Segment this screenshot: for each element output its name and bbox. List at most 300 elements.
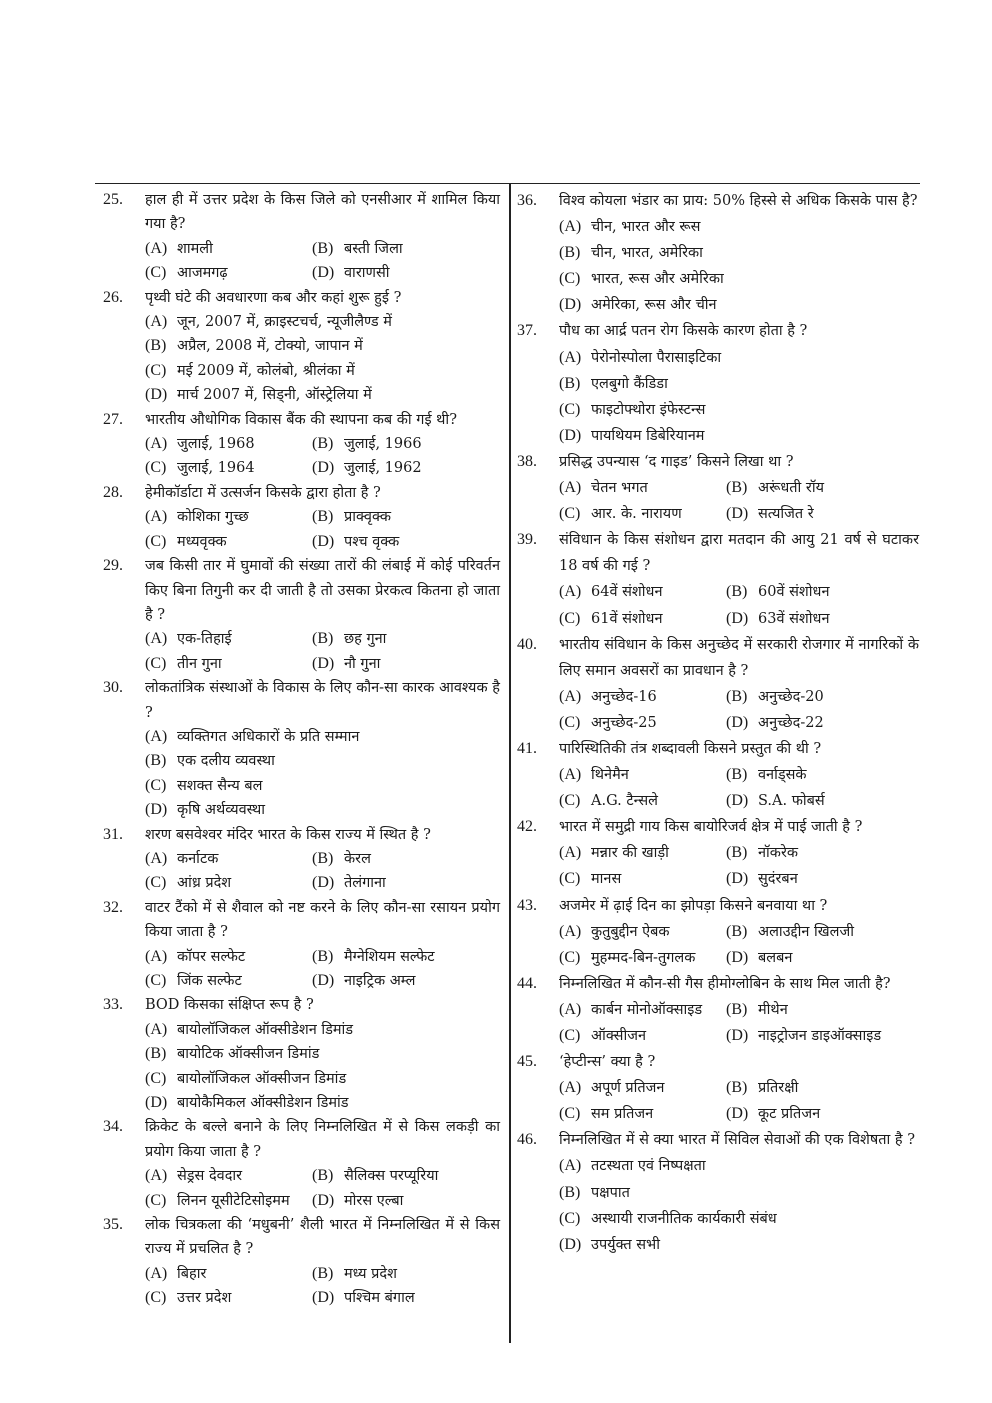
option xyxy=(559,866,726,892)
option-label: (D) xyxy=(145,801,168,819)
option-text: सम प्रतिजन xyxy=(591,1106,654,1123)
option-text: मध्य प्रदेश xyxy=(344,1265,397,1282)
option-label: (A) xyxy=(145,727,168,745)
option-text: कार्बन मोनोऑक्साइड xyxy=(591,1001,703,1018)
option-label: (A) xyxy=(145,508,168,526)
option-label: (D) xyxy=(312,1191,335,1209)
question-text: भारत में समुद्री गाय किस बायोरिजर्व क्षेत्र में पाई जाती है ? xyxy=(559,819,863,836)
top-rule xyxy=(95,183,920,184)
question-number: 29. xyxy=(103,557,123,575)
option xyxy=(312,969,500,993)
option-text: बायोटिक ऑक्सीजन डिमांड xyxy=(177,1046,320,1063)
question-number: 28. xyxy=(103,483,123,501)
option-text: अनुच्छेद-25 xyxy=(591,714,657,731)
question-text: प्रसिद्ध उपन्यास ‘द गाइड’ किसने लिखा था ? xyxy=(559,453,794,470)
option-text: सत्यजित रे xyxy=(758,506,814,523)
option-label: (D) xyxy=(726,713,749,731)
options xyxy=(145,627,500,676)
option xyxy=(145,1091,500,1115)
option-label: (A) xyxy=(145,1167,168,1185)
option-text: अरूंधती रॉय xyxy=(758,480,824,497)
options xyxy=(559,1153,919,1257)
options xyxy=(559,919,919,971)
option xyxy=(559,762,726,788)
option xyxy=(145,652,312,676)
option-text: जिंक सल्फेट xyxy=(177,973,242,989)
question-number: 31. xyxy=(103,825,123,843)
question-text: क्रिकेट के बल्ले बनाने के लिए निम्नलिखित में से किस लकड़ी का प्रयोग किया जाता है ? xyxy=(145,1119,500,1160)
question xyxy=(100,408,500,481)
question-number: 27. xyxy=(103,410,123,428)
question-text: शरण बसवेश्वर मंदिर भारत के किस राज्य में स्थित है ? xyxy=(145,826,431,843)
option-label: (B) xyxy=(312,849,334,867)
option-label: (D) xyxy=(726,948,749,966)
option-label: (D) xyxy=(726,1105,749,1123)
option-label: (D) xyxy=(726,505,749,523)
option-text: अनुच्छेद-16 xyxy=(591,688,657,705)
option xyxy=(145,359,500,383)
option xyxy=(559,840,726,866)
option xyxy=(559,710,726,736)
option xyxy=(312,1262,500,1286)
option-text: जून, 2007 में, क्राइस्टचर्च, न्यूजीलैण्ड में xyxy=(177,314,392,331)
question xyxy=(100,1115,500,1213)
option-label: (C) xyxy=(559,792,581,810)
option xyxy=(312,847,500,871)
option-label: (D) xyxy=(145,1094,168,1112)
option xyxy=(726,501,919,527)
option xyxy=(312,1286,500,1310)
question xyxy=(514,1049,919,1127)
options xyxy=(145,432,500,481)
option-text: पश्चिम बंगाल xyxy=(344,1290,415,1307)
option-label: (C) xyxy=(559,505,581,523)
option-label: (C) xyxy=(559,1105,581,1123)
question-text: हेमीकॉर्डाटा में उत्सर्जन किसके द्वारा होता है ? xyxy=(145,484,381,501)
question-text: हाल ही में उत्तर प्रदेश के किस जिले को एनसीआर में शामिल किया गया है? xyxy=(145,192,500,233)
option-label: (A) xyxy=(145,630,168,648)
option-label: (D) xyxy=(312,654,335,672)
option xyxy=(559,788,726,814)
option xyxy=(726,1075,919,1101)
question-text: निम्नलिखित में से क्या भारत में सिविल सेवाओं की एक विशेषता है ? xyxy=(559,1132,915,1149)
option-text: बायोलॉजिकल ऑक्सीडेशन डिमांड xyxy=(177,1021,354,1038)
options xyxy=(559,684,919,736)
option xyxy=(559,266,919,292)
option-label: (B) xyxy=(145,1045,167,1063)
option xyxy=(559,1101,726,1127)
option-label: (C) xyxy=(559,870,581,888)
right-column xyxy=(514,188,919,1258)
option-label: (A) xyxy=(145,1020,168,1038)
option-text: छह गुना xyxy=(344,631,387,648)
options xyxy=(559,997,919,1049)
left-column xyxy=(100,188,500,1311)
option-text: बायोलॉजिकल ऑक्सीजन डिमांड xyxy=(177,1070,347,1087)
option-label: (B) xyxy=(726,1079,748,1097)
question-text: पृथ्वी घंटे की अवधारणा कब और कहां शुरू हुई ? xyxy=(145,289,402,306)
option xyxy=(145,725,500,749)
option xyxy=(145,1164,312,1188)
option-text: अप्रैल, 2008 में, टोक्यो, जापान में xyxy=(177,338,363,355)
option-text: कोशिका गुच्छ xyxy=(177,509,249,526)
option-label: (A) xyxy=(559,218,582,236)
option-label: (D) xyxy=(312,532,335,550)
option xyxy=(726,997,919,1023)
option-label: (A) xyxy=(145,947,168,965)
option xyxy=(559,945,726,971)
option-text: मन्नार की खाड़ी xyxy=(591,845,669,862)
option xyxy=(726,788,919,814)
option-label: (D) xyxy=(312,1289,335,1307)
option-label: (B) xyxy=(312,239,334,257)
question-number: 39. xyxy=(517,531,537,549)
option xyxy=(312,432,500,456)
option-text: अस्थायी राजनीतिक कार्यकारी संबंध xyxy=(591,1210,777,1227)
option xyxy=(726,606,919,632)
option-text: एक-तिहाई xyxy=(177,631,232,648)
option-text: एक दलीय व्यवस्था xyxy=(177,753,275,770)
option-label: (A) xyxy=(145,849,168,867)
option xyxy=(559,1075,726,1101)
option-text: सशक्त सैन्य बल xyxy=(177,777,263,794)
option-text: तटस्थता एवं निष्पक्षता xyxy=(591,1158,706,1175)
option-label: (C) xyxy=(559,713,581,731)
option-text: नौ गुना xyxy=(344,655,381,672)
option-label: (D) xyxy=(312,874,335,892)
option-label: (A) xyxy=(559,479,582,497)
option-text: पश्च वृक्क xyxy=(344,533,400,550)
question-number: 41. xyxy=(517,739,537,757)
option-text: आंध्र प्रदेश xyxy=(177,875,232,892)
options xyxy=(559,579,919,631)
option-label: (C) xyxy=(145,361,167,379)
option xyxy=(312,627,500,651)
option xyxy=(145,1042,500,1066)
option-label: (B) xyxy=(726,687,748,705)
option-label: (D) xyxy=(312,972,335,989)
option-text: पेरोनोस्पोला पैरासाइटिका xyxy=(591,349,722,366)
options xyxy=(559,214,919,318)
question-text: पारिस्थितिकी तंत्र शब्दावली किसने प्रस्तुत की थी ? xyxy=(559,740,822,757)
option xyxy=(312,871,500,895)
option-text: ऑक्सीजन xyxy=(591,1028,647,1044)
question-number: 25. xyxy=(103,191,123,208)
option-text: अमेरिका, रूस और चीन xyxy=(591,297,717,314)
option-label: (B) xyxy=(312,435,334,453)
option-text: मई 2009 में, कोलंबो, श्रीलंका में xyxy=(177,362,355,379)
option-text: अलाउद्दीन खिलजी xyxy=(758,923,855,940)
question xyxy=(100,823,500,896)
question-number: 26. xyxy=(103,288,123,306)
option-label: (C) xyxy=(145,776,167,794)
option-label: (C) xyxy=(145,1191,167,1209)
option xyxy=(145,1067,500,1091)
option-text: पायथियम डिबेरियानम xyxy=(591,427,705,444)
option xyxy=(312,237,500,261)
option xyxy=(726,684,919,710)
option-label: (B) xyxy=(145,752,167,770)
option xyxy=(559,579,726,605)
options xyxy=(145,1018,500,1116)
options xyxy=(145,725,500,823)
option-label: (B) xyxy=(145,337,167,355)
question xyxy=(100,286,500,408)
option-label: (C) xyxy=(145,874,167,892)
option xyxy=(145,847,312,871)
option-text: नाइट्रोजन डाइऑक्साइड xyxy=(758,1028,882,1044)
option-label: (A) xyxy=(559,844,582,862)
option-text: फाइटोफ्थोरा इंफेस्टन्स xyxy=(591,401,706,418)
option-text: आर. के. नारायण xyxy=(591,506,682,523)
option-label: (A) xyxy=(145,239,168,257)
question xyxy=(514,188,919,318)
question-text: निम्नलिखित में कौन-सी गैस हीमोग्लोबिन के साथ मिल जाती है? xyxy=(559,975,891,992)
question xyxy=(514,1127,919,1257)
option xyxy=(145,798,500,822)
option-label: (D) xyxy=(145,386,168,404)
option xyxy=(726,840,919,866)
option-label: (B) xyxy=(726,479,748,497)
question-text: विश्व कोयला भंडार का प्राय: 50% हिस्से से अधिक किसके पास है? xyxy=(559,193,918,209)
options xyxy=(145,847,500,896)
option-label: (A) xyxy=(559,922,582,940)
question-text: ‘हेप्टीन्स’ क्या है ? xyxy=(559,1054,656,1071)
option xyxy=(726,919,919,945)
option xyxy=(312,261,500,285)
question-number: 46. xyxy=(517,1131,537,1149)
option xyxy=(145,969,312,993)
option-label: (A) xyxy=(145,1264,168,1282)
question-text: BOD किसका संक्षिप्त रूप है ? xyxy=(145,997,314,1014)
option-text: कॉपर सल्फेट xyxy=(177,948,246,965)
option xyxy=(559,1232,919,1258)
option xyxy=(312,1164,500,1188)
option xyxy=(145,1189,312,1213)
option xyxy=(145,261,312,285)
option xyxy=(559,1206,919,1232)
option-label: (D) xyxy=(312,264,335,282)
option-text: नॉकरेक xyxy=(758,845,799,862)
option xyxy=(145,945,312,969)
option-label: (B) xyxy=(726,844,748,862)
question-number: 40. xyxy=(517,635,537,653)
option xyxy=(726,579,919,605)
question xyxy=(514,449,919,527)
option-text: भारत, रूस और अमेरिका xyxy=(591,271,724,288)
option-text: मैग्नेशियम सल्फेट xyxy=(344,948,435,965)
option xyxy=(726,762,919,788)
option-text: व्यक्तिगत अधिकारों के प्रति सम्मान xyxy=(177,728,360,745)
option-text: बस्ती जिला xyxy=(344,240,403,257)
option xyxy=(145,1286,312,1310)
option xyxy=(145,1262,312,1286)
option xyxy=(145,432,312,456)
question-text: अजमेर में ढ़ाई दिन का झोपड़ा किसने बनवाया था ? xyxy=(559,897,828,914)
question xyxy=(100,481,500,554)
question-text: भारतीय संविधान के किस अनुच्छेद में सरकारी रोजगार में नागरिकों के लिए समान अवसरों का प्रावधान है ? xyxy=(559,636,919,679)
option-text: केरल xyxy=(344,850,371,867)
option-text: वर्नाड्सके xyxy=(758,767,807,784)
option-text: जुलाई, 1964 xyxy=(177,460,255,477)
option xyxy=(145,749,500,773)
option-text: मार्च 2007 में, सिड्नी, ऑस्ट्रेलिया में xyxy=(177,387,372,404)
question-text: वाटर टैंको में से शैवाल को नष्ट करने के लिए कौन-सा रसायन प्रयोग किया जाता है ? xyxy=(145,899,500,941)
question xyxy=(514,527,919,631)
option-text: मीथेन xyxy=(758,1001,788,1018)
option-text: जुलाई, 1962 xyxy=(344,460,422,477)
option xyxy=(145,334,500,358)
option xyxy=(145,505,312,529)
question-number: 35. xyxy=(103,1216,123,1234)
option-text: सेड्रस देवदार xyxy=(177,1168,243,1185)
option-text: सैलिक्स परप्यूरिया xyxy=(344,1168,439,1185)
question-number: 38. xyxy=(517,452,537,470)
question xyxy=(514,814,919,892)
option xyxy=(726,945,919,971)
options xyxy=(145,505,500,554)
option-text: एलबुगो कैंडिडा xyxy=(591,375,668,392)
option-label: (A) xyxy=(145,435,168,453)
option xyxy=(145,1018,500,1042)
option-text: S.A. फोबर्स xyxy=(758,793,825,810)
option-label: (D) xyxy=(726,792,749,810)
option-text: शामली xyxy=(177,240,213,257)
option-text: कूट प्रतिजन xyxy=(758,1106,821,1123)
question-text: लोक चित्रकला की ‘मधुबनी’ शैली भारत में निम्नलिखित में से किस राज्य में प्रचलित है ? xyxy=(145,1217,500,1258)
question-number: 32. xyxy=(103,898,123,916)
option-label: (B) xyxy=(312,947,334,965)
option xyxy=(726,1101,919,1127)
option-label: (C) xyxy=(559,948,581,966)
option-label: (D) xyxy=(726,609,749,627)
option-text: सुदंरबन xyxy=(758,871,798,888)
option-text: थिनेमैन xyxy=(591,767,629,784)
option-text: बिहार xyxy=(177,1265,207,1282)
option-label: (A) xyxy=(559,1079,582,1097)
question xyxy=(514,971,919,1049)
option-text: 61वें संशोधन xyxy=(591,610,663,627)
option-label: (C) xyxy=(559,1209,581,1227)
option-text: 64वें संशोधन xyxy=(591,584,663,601)
option-label: (A) xyxy=(559,1157,582,1175)
option-text: मोरस एल्बा xyxy=(344,1192,404,1209)
option-text: अनुच्छेद-20 xyxy=(758,688,824,705)
option-text: तीन गुना xyxy=(177,655,222,672)
option xyxy=(145,627,312,651)
option xyxy=(145,774,500,798)
column-divider xyxy=(509,183,511,1343)
question-number: 33. xyxy=(103,996,123,1014)
option xyxy=(726,1023,919,1049)
option-label: (A) xyxy=(559,348,582,366)
option-text: लिनन यूसीटेटिसोइमम xyxy=(177,1192,290,1209)
question-number: 42. xyxy=(517,818,537,836)
option-text: उपर्युक्त सभी xyxy=(591,1236,660,1253)
question-number: 37. xyxy=(517,322,537,340)
options xyxy=(559,762,919,814)
option-label: (C) xyxy=(145,654,167,672)
option-label: (B) xyxy=(726,1000,748,1018)
option xyxy=(312,505,500,529)
option-label: (D) xyxy=(726,1027,749,1044)
option-text: मुहम्मद-बिन-तुगलक xyxy=(591,949,696,966)
option-label: (A) xyxy=(559,687,582,705)
option-text: बलबन xyxy=(758,949,793,966)
option-label: (B) xyxy=(559,1183,581,1201)
option xyxy=(559,397,919,423)
option-label: (C) xyxy=(145,972,167,989)
option xyxy=(312,652,500,676)
question xyxy=(100,554,500,676)
option xyxy=(145,310,500,334)
option-label: (B) xyxy=(726,583,748,601)
question xyxy=(100,896,500,994)
options xyxy=(559,345,919,449)
options xyxy=(559,1075,919,1127)
option xyxy=(559,919,726,945)
option-text: A.G. टैन्सले xyxy=(591,793,658,810)
option-text: नाइट्रिक अम्ल xyxy=(344,973,416,989)
question-text: संविधान के किस संशोधन द्वारा मतदान की आयु 21 वर्ष से घटाकर 18 वर्ष की गई ? xyxy=(559,532,919,575)
question-text: जब किसी तार में घुमावों की संख्या तारों की लंबाई में कोई परिवर्तन किए बिना तिगुनी कर दी जाती है तो उसका प्रेरकत्व कितना हो जाता है ? xyxy=(145,558,500,623)
option-label: (D) xyxy=(726,870,749,888)
option-label: (D) xyxy=(559,296,582,314)
option xyxy=(559,240,919,266)
option-label: (B) xyxy=(726,766,748,784)
option-text: पक्षपात xyxy=(591,1184,630,1201)
question xyxy=(100,676,500,822)
option-label: (B) xyxy=(559,244,581,262)
option-label: (A) xyxy=(559,583,582,601)
options xyxy=(145,237,500,286)
option xyxy=(559,1153,919,1179)
question-number: 36. xyxy=(517,192,537,209)
options xyxy=(559,475,919,527)
option xyxy=(145,237,312,261)
option-text: अनुच्छेद-22 xyxy=(758,714,824,731)
question xyxy=(100,993,500,1115)
option-text: कुतुबुद्दीन ऐबक xyxy=(591,923,670,940)
option xyxy=(559,423,919,449)
option xyxy=(559,475,726,501)
option-text: प्राक्वृक्क xyxy=(344,509,392,526)
option xyxy=(312,945,500,969)
option-text: मानस xyxy=(591,871,622,888)
question-number: 44. xyxy=(517,974,537,992)
question-number: 30. xyxy=(103,679,123,697)
question-text: भारतीय औधोगिक विकास बैंक की स्थापना कब की गई थी? xyxy=(145,411,457,428)
option-text: प्रतिरक्षी xyxy=(758,1080,799,1097)
option xyxy=(559,345,919,371)
option xyxy=(559,1023,726,1049)
option xyxy=(726,866,919,892)
option-label: (A) xyxy=(559,766,582,784)
option xyxy=(559,684,726,710)
option-label: (C) xyxy=(145,1069,167,1087)
options xyxy=(559,840,919,892)
question xyxy=(514,632,919,736)
options xyxy=(145,310,500,408)
option xyxy=(559,214,919,240)
option-text: उत्तर प्रदेश xyxy=(177,1290,232,1307)
option-label: (C) xyxy=(559,1027,581,1044)
option-label: (B) xyxy=(312,630,334,648)
question xyxy=(514,318,919,448)
option-text: वाराणसी xyxy=(344,265,390,282)
option-text: जुलाई, 1968 xyxy=(177,436,255,453)
option xyxy=(726,475,919,501)
